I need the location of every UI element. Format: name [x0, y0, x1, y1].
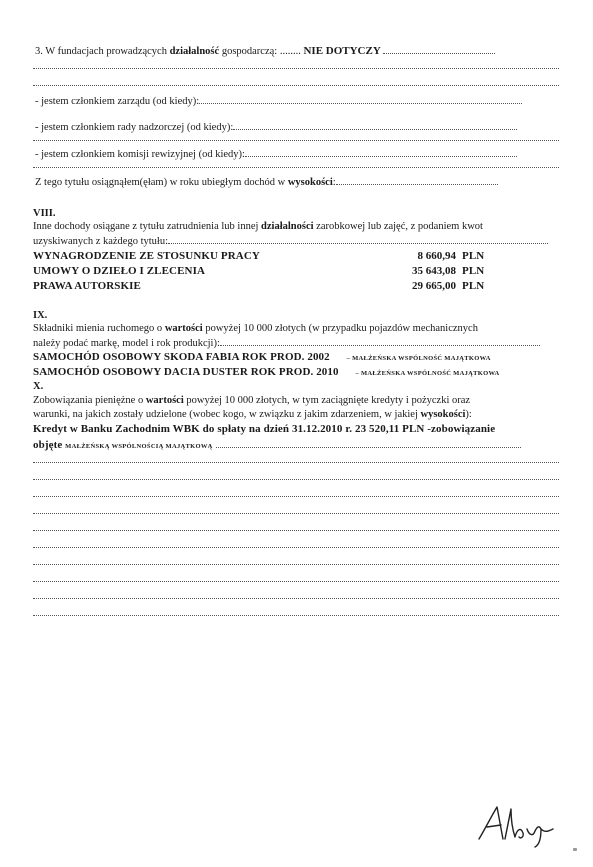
section3-text: 3. W fundacjach prowadzących — [35, 46, 170, 57]
income-bold: wysokości — [287, 177, 333, 188]
dotted-line — [33, 85, 559, 86]
dotted-line — [33, 547, 559, 548]
liability-entry: Kredyt w Banku Zachodnim WBK do spłaty na dzień 31.12.2010 r. 23 520,11 PLN -zobowiązanie — [33, 423, 496, 435]
dotted-line — [33, 140, 559, 141]
member-audit-label: - jestem członkiem komisji rewizyjnej (od kiedy): — [35, 149, 245, 160]
member-supervisory-label: - jestem członkiem rady nadzorczej (od kiedy): — [35, 122, 234, 133]
dotted-fill — [216, 438, 521, 448]
income-item-label: PRAWA AUTORSKIE — [33, 280, 141, 292]
section8-desc-bold: działalności — [261, 221, 314, 232]
section9-desc-text-end: powyżej 10 000 złotych (w przypadku pojazdów mechanicznych — [202, 323, 478, 334]
liability-entry-text: objęte — [33, 439, 63, 451]
section3-answer: NIE DOTYCZY — [303, 45, 381, 57]
dotted-line — [33, 564, 559, 565]
section10-heading: X. — [33, 381, 44, 392]
dotted-line — [33, 581, 559, 582]
liability-note: MAŁŻEŃSKĄ WSPÓLNOŚCIĄ MAJĄTKOWĄ — [65, 443, 213, 450]
dotted-fill — [233, 120, 517, 130]
section8-desc-1 — [33, 220, 483, 233]
dotted-line — [33, 68, 559, 69]
vehicle-note: – MAŁŻEŃSKA WSPÓLNOŚĆ MAJĄTKOWA — [346, 355, 491, 362]
income-item-amount: 29 665,00 — [412, 280, 456, 292]
dotted-fill — [245, 147, 517, 157]
section8-desc-text-end: zarobkowej lub zajęć, z podaniem kwot — [313, 221, 483, 232]
dotted-line — [33, 462, 559, 463]
vehicle-item — [33, 351, 491, 363]
dotted-line — [33, 615, 559, 616]
section10-desc-text-2: warunki, na jakich zostały udzielone (wobec kogo, w związku z jakim zdarzeniem, w jakiej — [33, 409, 421, 420]
income-item-currency: PLN — [462, 250, 485, 262]
member-board-line — [35, 94, 522, 108]
income-item-currency: PLN — [462, 280, 485, 292]
dotted-fill — [336, 175, 498, 185]
section3-bold-word: działalność — [169, 46, 220, 57]
vehicle-note: – MAŁŻEŃSKA WSPÓLNOŚĆ MAJĄTKOWA — [355, 370, 500, 377]
handwritten-signature — [475, 799, 565, 849]
section3-text-end: gospodarczą: ........ — [219, 46, 301, 57]
section10-desc-text-end: powyżej 10 000 złotych, w tym zaciągnięte kredyty i pożyczki oraz — [183, 395, 471, 406]
section10-desc-text-2-end: ): — [465, 409, 472, 420]
member-audit-line — [35, 147, 517, 161]
vehicle-item — [33, 366, 500, 378]
dotted-fill — [199, 94, 522, 104]
income-item-currency: PLN — [462, 265, 485, 277]
dotted-fill — [383, 44, 495, 54]
income-item-label: UMOWY O DZIEŁO I ZLECENIA — [33, 265, 206, 277]
income-item-label: WYNAGRODZENIE ZE STOSUNKU PRACY — [33, 250, 260, 262]
liability-entry-2 — [33, 438, 521, 451]
income-suffix: : — [332, 177, 336, 188]
vehicle-label: SAMOCHÓD OSOBOWY DACIA DUSTER ROK PROD. 2010 — [33, 366, 339, 378]
section10-desc-bold-2: wysokości — [420, 409, 466, 420]
income-item-amount: 35 643,08 — [412, 265, 456, 277]
section3-line — [35, 44, 495, 58]
income-label: Z tego tytułu osiągnąłem(ęłam) w roku ubiegłym dochód w — [35, 177, 288, 188]
section10-desc-2 — [33, 408, 472, 421]
income-item-amount: 8 660,94 — [417, 250, 456, 262]
section9-heading: IX. — [33, 310, 48, 321]
income-line — [35, 175, 498, 189]
member-board-label: - jestem członkiem zarządu (od kiedy): — [35, 96, 200, 107]
dotted-line — [33, 513, 559, 514]
section9-desc-text-2: należy podać markę, model i rok produkcji): — [33, 338, 220, 349]
dotted-line — [33, 479, 559, 480]
section9-desc-1 — [33, 322, 478, 335]
vehicle-label: SAMOCHÓD OSOBOWY SKODA FABIA ROK PROD. 2002 — [33, 351, 330, 363]
section8-desc-text: Inne dochody osiągane z tytułu zatrudnienia lub innej — [33, 221, 262, 232]
section9-desc-2 — [33, 336, 540, 350]
section9-desc-text: Składniki mienia ruchomego o — [33, 323, 165, 334]
section10-desc-bold: wartości — [145, 395, 184, 406]
section10-desc-text: Zobowiązania pieniężne o — [33, 395, 146, 406]
dotted-fill — [220, 336, 540, 346]
section8-heading: VIII. — [33, 208, 56, 219]
section8-desc-text-2: uzyskiwanych z każdego tytułu: — [33, 236, 169, 247]
member-supervisory-line — [35, 120, 517, 134]
section8-desc-2 — [33, 234, 548, 248]
section10-desc-1 — [33, 394, 470, 407]
dotted-line — [33, 496, 559, 497]
dotted-line — [33, 598, 559, 599]
dotted-line — [33, 167, 559, 168]
scan-speck — [573, 848, 577, 851]
dotted-fill — [168, 234, 548, 244]
dotted-line — [33, 530, 559, 531]
section9-desc-bold: wartości — [164, 323, 203, 334]
